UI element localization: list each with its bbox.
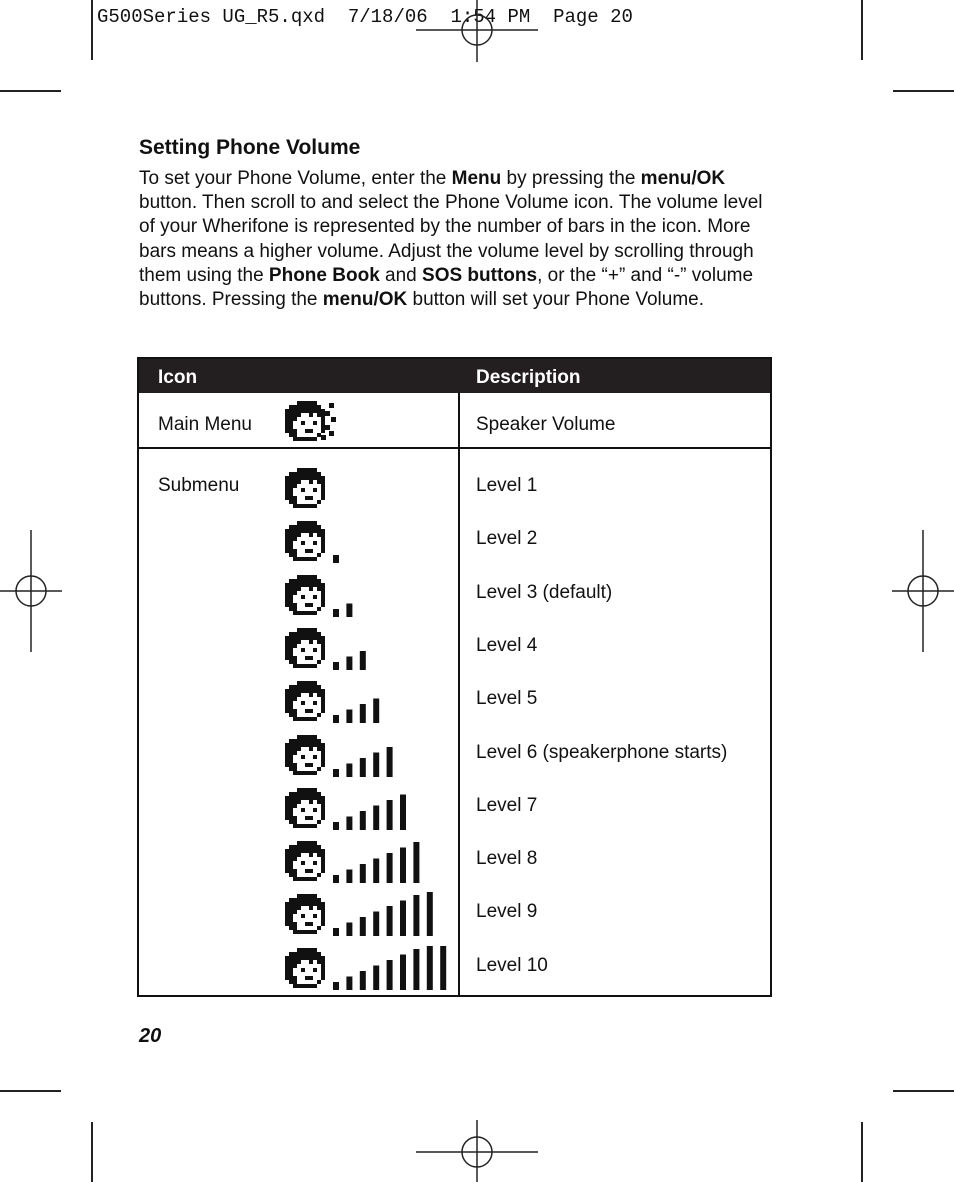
volume-bar [346, 657, 352, 671]
volume-bar [346, 923, 352, 937]
main-menu-description: Speaker Volume [476, 414, 616, 435]
volume-bar [387, 853, 393, 883]
page-number: 20 [139, 1025, 162, 1047]
volume-bar [387, 800, 393, 830]
volume-bar [346, 817, 352, 831]
bold-term: Menu [451, 168, 502, 189]
volume-bar [400, 901, 406, 937]
level-description: Level 2 [476, 528, 538, 549]
bold-term: menu/OK [640, 168, 726, 189]
volume-level-icon [285, 573, 455, 621]
volume-bar [360, 758, 366, 777]
volume-bar [373, 912, 379, 937]
row-divider [139, 447, 770, 449]
crop-mark [861, 1122, 863, 1182]
volume-bar [427, 892, 433, 936]
volume-bar [400, 848, 406, 884]
registration-mark [416, 0, 538, 62]
volume-bar [400, 795, 406, 831]
main-menu-label: Main Menu [158, 414, 252, 435]
level-description: Level 4 [476, 635, 538, 656]
volume-level-icon [285, 519, 455, 567]
volume-level-icon [285, 733, 455, 781]
text-run: To set your Phone Volume, enter the [139, 168, 452, 189]
volume-level-icon [285, 679, 455, 727]
volume-bar [346, 764, 352, 778]
crop-mark [0, 1090, 61, 1092]
crop-mark [893, 1090, 954, 1092]
volume-bar [360, 971, 366, 990]
bold-term: SOS buttons [422, 264, 538, 286]
text-run: by pressing the [501, 168, 641, 189]
volume-bar [360, 651, 366, 670]
volume-level-icon [285, 946, 455, 994]
printer-slug: G500Series UG_R5.qxd 7/18/06 1:54 PM Page 20 [97, 6, 633, 28]
volume-bar [373, 859, 379, 884]
bold-term: Phone Book [268, 264, 380, 286]
level-description: Level 5 [476, 688, 538, 709]
text-run: and [379, 264, 423, 286]
intro-paragraph [139, 167, 779, 312]
volume-bar [373, 753, 379, 778]
level-description: Level 3 (default) [476, 582, 613, 603]
volume-bar [413, 949, 419, 990]
volume-bar [440, 946, 446, 990]
volume-bar [346, 870, 352, 884]
volume-bar [387, 960, 393, 990]
submenu-label: Submenu [158, 475, 240, 496]
volume-bar [333, 928, 339, 936]
volume-bar [333, 769, 339, 777]
volume-bar [333, 982, 339, 990]
volume-bar [346, 977, 352, 991]
level-description: Level 8 [476, 848, 538, 869]
crop-mark [91, 0, 93, 60]
volume-bar [360, 917, 366, 936]
text-run: , or the “+” and “-” volume buttons. Pressing the [139, 264, 754, 311]
crop-mark [91, 1122, 93, 1182]
level-description: Level 6 (speakerphone starts) [476, 742, 728, 763]
registration-mark [892, 530, 954, 652]
volume-bar [413, 842, 419, 883]
volume-level-icon [285, 839, 455, 887]
section-title: Setting Phone Volume [139, 136, 361, 159]
level-description: Level 10 [476, 955, 548, 976]
volume-bar [427, 946, 433, 990]
volume-bar [387, 747, 393, 777]
volume-bar [387, 906, 393, 936]
registration-mark [416, 1120, 538, 1182]
volume-bar [373, 699, 379, 724]
text-run: button will set your Phone Volume. [407, 289, 705, 311]
volume-bar [333, 555, 339, 563]
volume-level-icon [285, 626, 455, 674]
registration-mark [0, 530, 62, 652]
volume-table [137, 357, 772, 997]
header-description-column: Description [476, 367, 581, 388]
volume-bar [333, 715, 339, 723]
column-divider [458, 393, 460, 995]
bold-term: menu/OK [322, 289, 408, 311]
level-description: Level 1 [476, 475, 538, 496]
volume-bar [413, 895, 419, 936]
volume-level-icon [285, 466, 455, 514]
volume-bar [333, 609, 339, 617]
volume-bar [333, 822, 339, 830]
header-icon-column: Icon [158, 367, 198, 388]
volume-bar [360, 864, 366, 883]
volume-bar [346, 604, 352, 618]
crop-mark [0, 90, 61, 92]
volume-bar [333, 875, 339, 883]
table-header [139, 359, 770, 393]
crop-mark [861, 0, 863, 60]
volume-bar [333, 662, 339, 670]
volume-bar [360, 811, 366, 830]
volume-bar [373, 966, 379, 991]
volume-bar [346, 710, 352, 724]
level-description: Level 7 [476, 795, 538, 816]
volume-level-icon [285, 786, 455, 834]
volume-level-icon [285, 892, 455, 940]
volume-bar [373, 806, 379, 831]
crop-mark [893, 90, 954, 92]
volume-bar [400, 955, 406, 991]
text-run: button. Then scroll to and select the Phone Volume icon. The volume level of your Wherifone is represented by the number of bars in the icon. More bars means a higher volume. Adjust the volume level by scrolling through them using the [139, 192, 763, 286]
volume-bar [360, 704, 366, 723]
level-description: Level 9 [476, 901, 538, 922]
speaker-head-icon [285, 397, 337, 443]
